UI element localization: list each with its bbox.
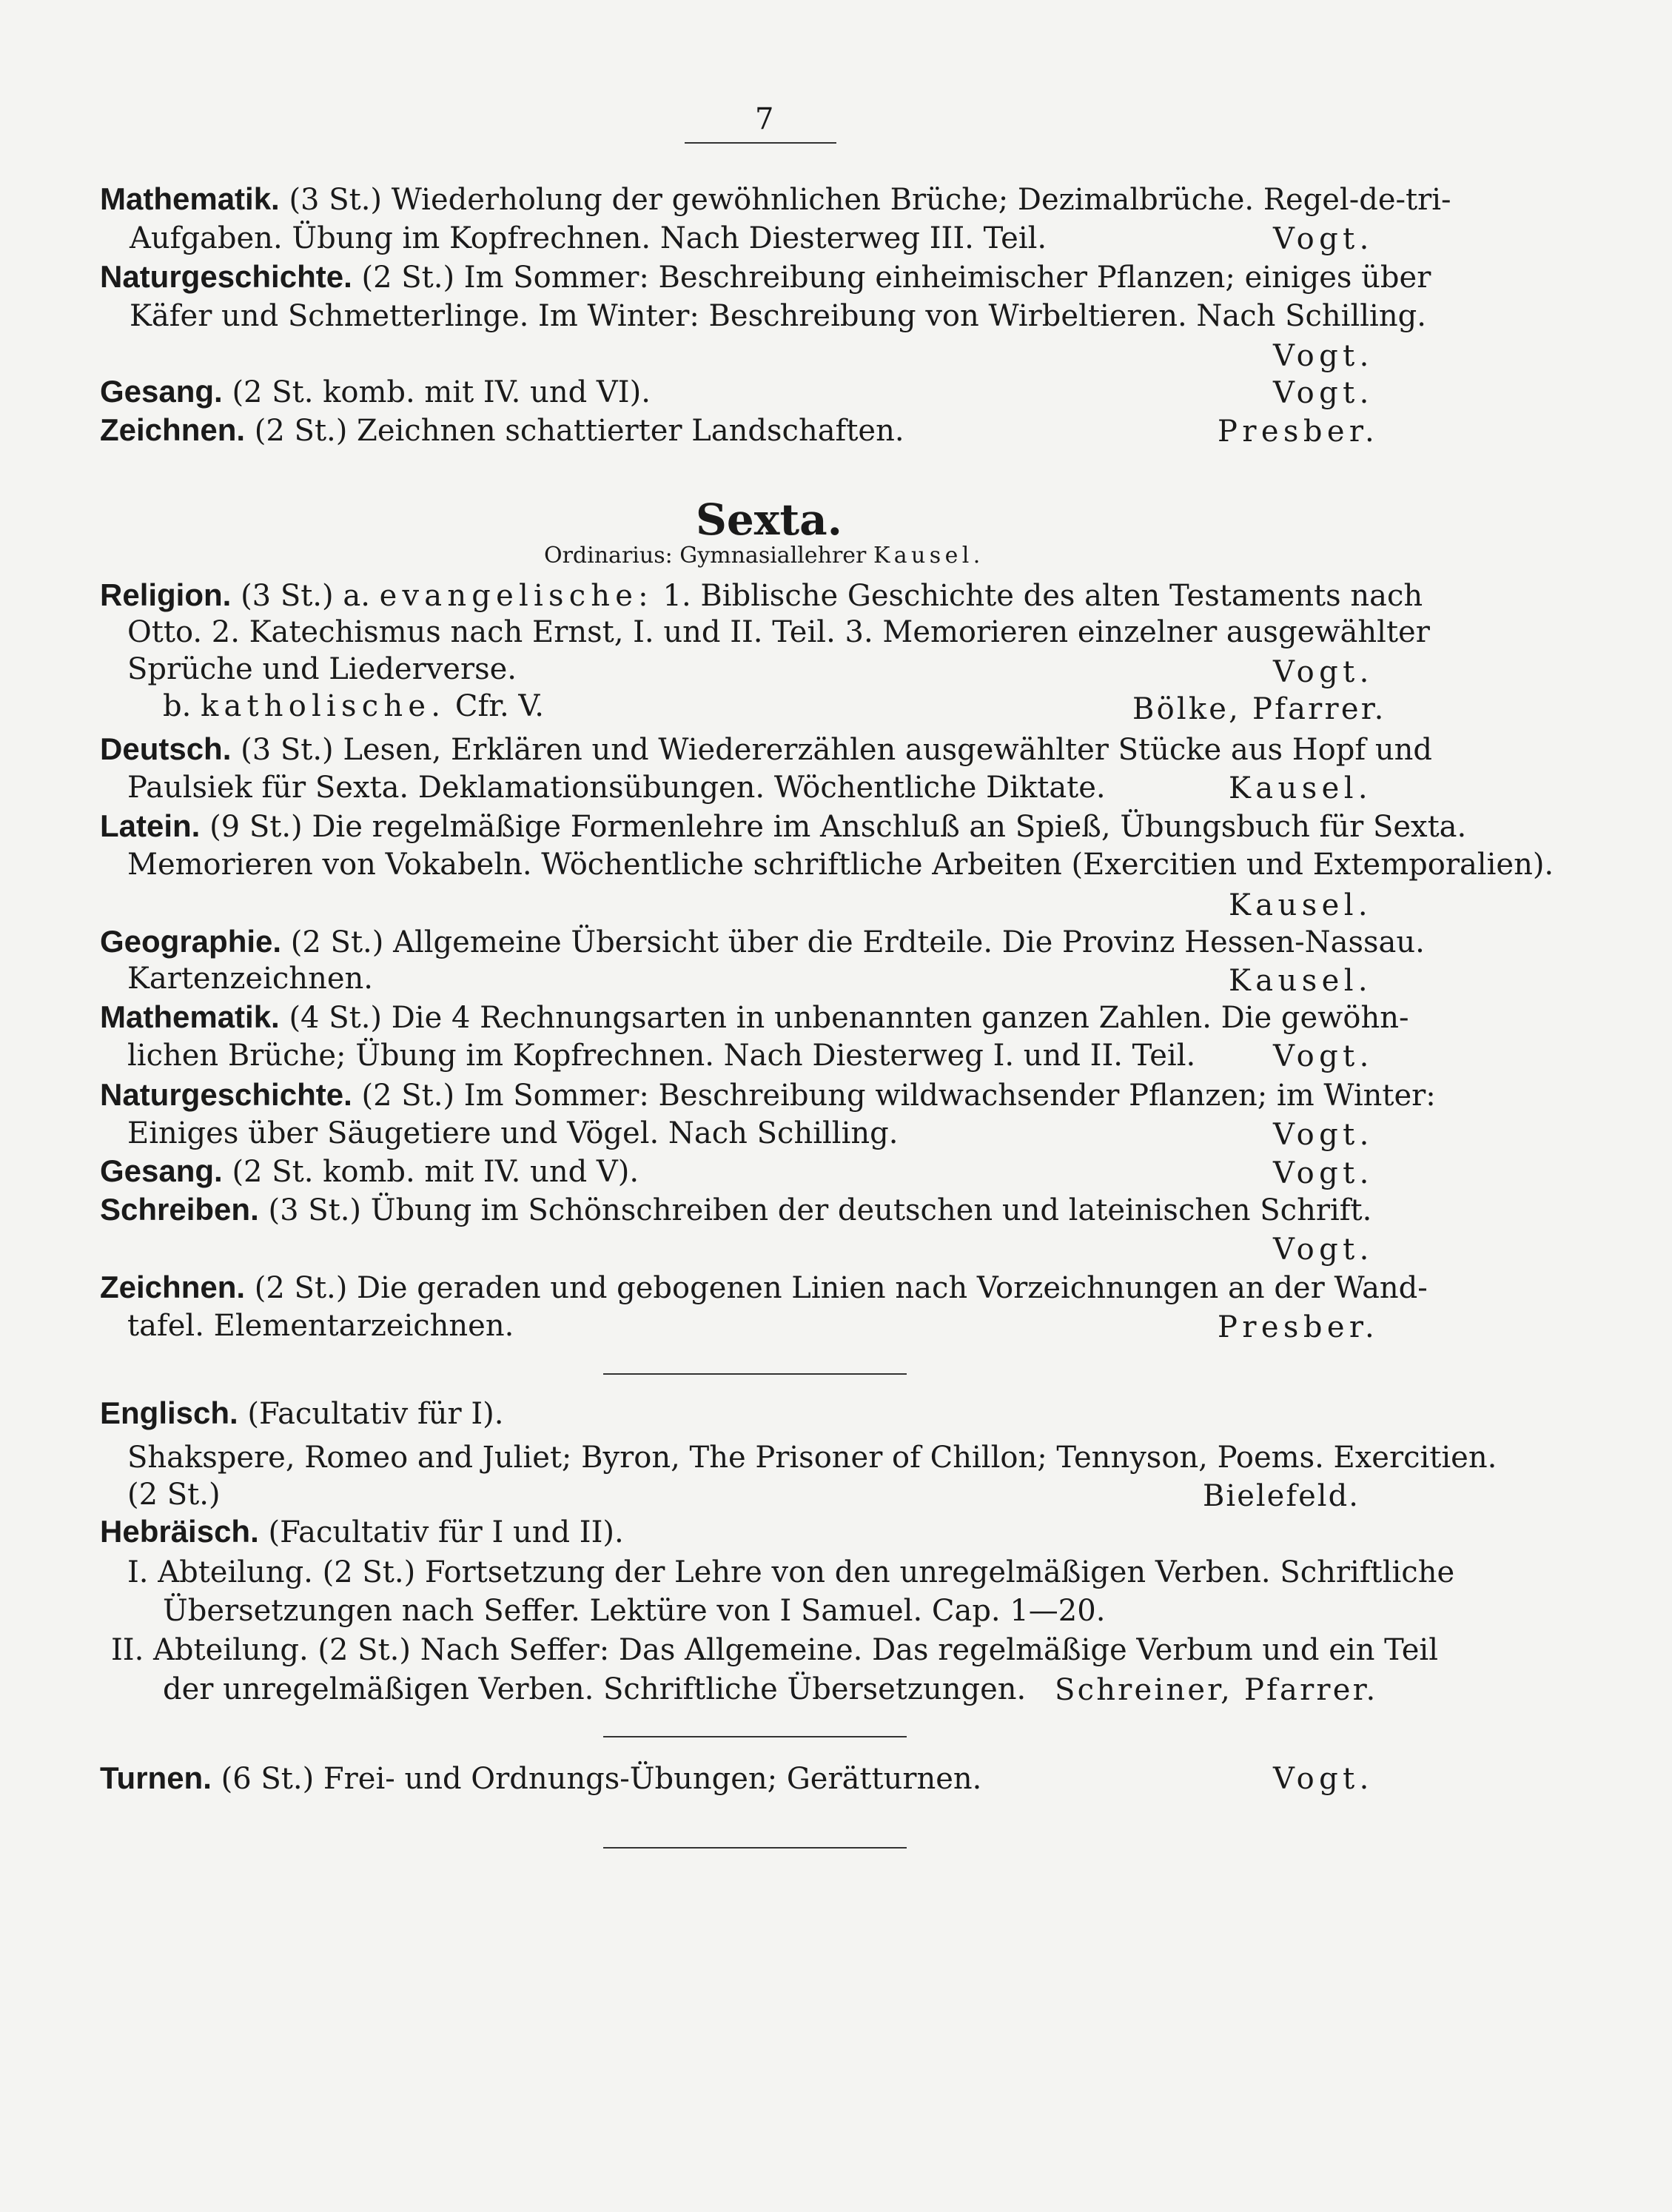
text: (2 St. komb. mit IV. und VI). <box>232 375 651 409</box>
teacher: Kausel. <box>1229 771 1372 805</box>
teacher: Schreiner, Pfarrer. <box>1055 1673 1378 1707</box>
text: (2 St.) Die geraden und gebogenen Linien nach Vorzeichnungen an der Wand- <box>254 1271 1428 1305</box>
text: (2 St.) Zeichnen schattierter Landschaften. <box>254 414 904 448</box>
end-rule <box>603 1847 907 1849</box>
math-line1 <box>100 999 1409 1036</box>
teacher: Vogt. <box>1273 1233 1374 1267</box>
subject-gesang: Gesang. <box>100 1153 223 1188</box>
teacher: Vogt. <box>1273 1118 1374 1152</box>
teacher: Vogt. <box>1273 655 1374 689</box>
teacher: Vogt. <box>1273 376 1374 410</box>
subject-geographie: Geographie. <box>100 924 282 959</box>
deutsch-line2: Paulsiek für Sexta. Deklamationsübungen. Wöchentliche Diktate. <box>127 771 1106 805</box>
hebr-line1 <box>100 1514 624 1550</box>
subject-turnen: Turnen. <box>100 1760 212 1795</box>
text: (2 St.) Im Sommer: Beschreibung wildwachsender Pflanzen; im Winter: <box>361 1079 1436 1113</box>
teacher: Vogt. <box>1273 1762 1374 1796</box>
text: 1. Biblische Geschichte des alten Testaments nach <box>662 579 1423 613</box>
teacher: Presber. <box>1218 1310 1380 1344</box>
text: (3 St.) Lesen, Erklären und Wiedererzählen ausgewählter Stücke aus Hopf und <box>241 733 1432 767</box>
latein-line2: Memorieren von Vokabeln. Wöchentliche schriftliche Arbeiten (Exercitien und Extemporalien). <box>127 848 1554 882</box>
teacher: Kausel. <box>1229 888 1372 922</box>
teacher: Kausel. <box>1229 964 1372 998</box>
teacher: Vogt. <box>1273 339 1374 373</box>
subject-mathematik: Mathematik. <box>100 999 280 1034</box>
text: (2 St.) Allgemeine Übersicht über die Erdteile. Die Provinz Hessen-Nassau. <box>290 925 1425 959</box>
subject-deutsch: Deutsch. <box>100 731 232 766</box>
subject-hebraeisch: Hebräisch. <box>100 1514 259 1549</box>
religion-line3: Sprüche und Liederverse. <box>127 652 517 686</box>
teacher: Presber. <box>1218 415 1380 449</box>
ordinarius-name: Kausel. <box>873 543 984 569</box>
ordinarius <box>544 543 984 569</box>
subject-naturgeschichte: Naturgeschichte. <box>100 1077 352 1112</box>
subject-naturgeschichte: Naturgeschichte. <box>100 259 352 294</box>
ordinarius-text: Gymnasiallehrer <box>679 543 867 569</box>
text: Cfr. V. <box>454 689 545 723</box>
text: (3 St.) a. <box>241 579 370 613</box>
math-line2: lichen Brüche; Übung im Kopfrechnen. Nach Diesterweg I. und II. Teil. <box>127 1039 1196 1073</box>
subject-religion: Religion. <box>100 577 232 612</box>
text: (Facultativ für I). <box>247 1397 504 1431</box>
teacher: Bielefeld. <box>1203 1479 1360 1513</box>
hebr-a1b: Übersetzungen nach Seffer. Lektüre von I Samuel. Cap. 1—20. <box>163 1594 1106 1628</box>
religion-line4 <box>163 688 544 724</box>
teacher: Vogt. <box>1273 1156 1374 1190</box>
subject-englisch: Englisch. <box>100 1395 238 1430</box>
geo-line2: Kartenzeichnen. <box>127 962 373 996</box>
top-natur-line1 <box>100 259 1431 295</box>
text: (4 St.) Die 4 Rechnungsarten in unbenannten ganzen Zahlen. Die gewöhn- <box>289 1001 1409 1035</box>
top-natur-line2: Käfer und Schmetterlinge. Im Winter: Beschreibung von Wirbeltieren. Nach Schilling. <box>130 299 1426 333</box>
text: (3 St.) Wiederholung der gewöhnlichen Brüche; Dezimalbrüche. Regel-de-tri- <box>289 183 1451 217</box>
top-math-line2: Aufgaben. Übung im Kopfrechnen. Nach Diesterweg III. Teil. <box>130 221 1047 255</box>
zeichnen-line1 <box>100 1270 1428 1306</box>
page-number: 7 <box>755 102 774 136</box>
turnen-line <box>100 1760 981 1797</box>
geo-line1 <box>100 924 1425 960</box>
teacher: Vogt. <box>1273 1039 1374 1073</box>
latein-line1 <box>100 808 1466 845</box>
subject-latein: Latein. <box>100 808 201 843</box>
hebr-a2b: der unregelmäßigen Verben. Schriftliche Übersetzungen. <box>163 1672 1027 1706</box>
natur-line1 <box>100 1077 1436 1113</box>
englisch-line3: (2 St.) <box>127 1478 221 1512</box>
text: (9 St.) Die regelmäßige Formenlehre im Anschluß an Spieß, Übungsbuch für Sexta. <box>209 810 1467 844</box>
text: (6 St.) Frei- und Ordnungs-Übungen; Gerätturnen. <box>221 1762 982 1796</box>
zeichnen-line2: tafel. Elementarzeichnen. <box>127 1309 514 1343</box>
religion-line2: Otto. 2. Katechismus nach Ernst, I. und II. Teil. 3. Memorieren einzelner ausgewählter <box>127 615 1430 649</box>
subject-gesang: Gesang. <box>100 374 223 409</box>
text: katholische. <box>201 689 446 723</box>
subject-schreiben: Schreiben. <box>100 1192 259 1227</box>
section-rule <box>603 1373 907 1375</box>
text: b. <box>163 689 192 723</box>
teacher: Vogt. <box>1273 222 1374 256</box>
section-rule <box>603 1736 907 1737</box>
englisch-line1 <box>100 1395 504 1432</box>
englisch-line2: Shakspere, Romeo and Juliet; Byron, The Prisoner of Chillon; Tennyson, Poems. Exercitien. <box>127 1441 1497 1475</box>
header-rule <box>685 142 836 144</box>
gesang-line <box>100 1153 639 1190</box>
text: evangelische: <box>379 579 654 613</box>
teacher: Bölke, Pfarrer. <box>1132 692 1386 726</box>
subject-mathematik: Mathematik. <box>100 181 280 216</box>
deutsch-line1 <box>100 731 1432 768</box>
subject-zeichnen: Zeichnen. <box>100 412 246 447</box>
text: (2 St. komb. mit IV. und V). <box>232 1155 639 1189</box>
top-zeichnen-line <box>100 412 904 449</box>
text: (3 St.) Übung im Schönschreiben der deutschen und lateinischen Schrift. <box>268 1193 1372 1227</box>
section-title: Sexta. <box>696 495 842 545</box>
top-gesang-line <box>100 374 651 410</box>
top-math-line1 <box>100 181 1451 218</box>
text: (Facultativ für I und II). <box>268 1515 624 1549</box>
hebr-a1: I. Abteilung. (2 St.) Fortsetzung der Lehre von den unregelmäßigen Verben. Schriftliche <box>127 1555 1455 1589</box>
hebr-a2: II. Abteilung. (2 St.) Nach Seffer: Das Allgemeine. Das regelmäßige Verbum und ein Teil <box>111 1633 1439 1667</box>
natur-line2: Einiges über Säugetiere und Vögel. Nach Schilling. <box>127 1116 899 1150</box>
ordinarius-label: Ordinarius: <box>544 543 673 569</box>
religion-line1 <box>100 577 1423 614</box>
subject-zeichnen: Zeichnen. <box>100 1270 246 1304</box>
schreiben-line <box>100 1192 1371 1228</box>
text: (2 St.) Im Sommer: Beschreibung einheimischer Pflanzen; einiges über <box>361 261 1431 295</box>
